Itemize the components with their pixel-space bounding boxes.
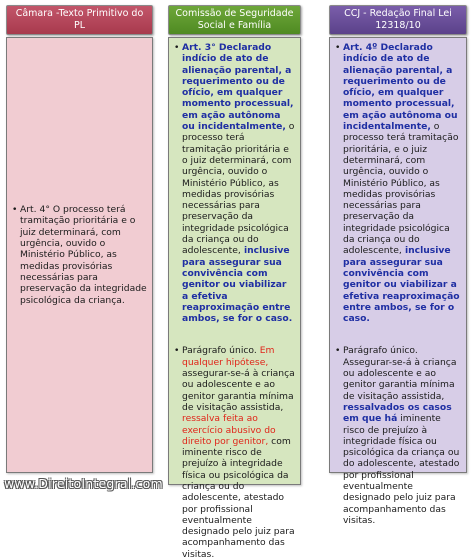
column-header-camara-line1: Câmara -Texto Primitivo do [15, 8, 144, 19]
column-header-comissao-line1: Comissão de Seguridade [175, 8, 294, 19]
column-header-camara [6, 5, 153, 35]
paragrafo-unico-comissao [174, 345, 295, 560]
paragrafo-c-comissao: com iminente risco de prejuízo à integridade física ou psicológica da criança ou do adolescente, atestado por profissional eventualmente designado pelo juiz para acompanhamento das visitas. [182, 435, 295, 560]
paragrafo-blue-ccj: ressalvados os casos em que há [343, 401, 452, 425]
paragrafo-unico-ccj [335, 345, 461, 526]
column-body-camara [6, 37, 153, 473]
paragrafo-c-ccj: iminente risco de prejuízo à integridade física ou psicológica da criança ou do adolescente, atestado por profissional eventualmente designado pelo juiz para acompanhamento das visitas. [343, 413, 460, 526]
paragrafo-b-comissao: assegurar-se-á à criança ou adolescente e ao genitor garantia mínima de visitação assistida, [182, 368, 295, 413]
article-text-comissao [174, 42, 295, 324]
article-bold2-comissao: inclusive para assegurar sua convivência com genitor ou viabilizar a efetiva reaproximação entre ambos, se for o caso. [182, 245, 293, 325]
column-body-comissao [168, 37, 301, 560]
article-bold-ccj: Art. 4º Declarado indício de ato de alienação parental, a requerimento ou de ofício, em qualquer momento processual, em ação autônoma ou incidentalmente, [343, 42, 458, 133]
paragrafo-red1-comissao: Em qualquer hipótese, [182, 345, 275, 368]
column-header-camara-line2: PL [73, 20, 85, 31]
paragrafo-unico-label-comissao: Parágrafo único. [182, 345, 257, 357]
article-text-camara: • Art. 4° O processo terá tramitação prioritária e o juiz determinará, com urgência, ouvido o Ministério Público, as medidas provisórias necessárias para preservação da integridade psicológica da criança. [12, 204, 147, 306]
paragrafo-a-ccj: Parágrafo único. Assegurar-se-á à criança ou adolescente e ao genitor garantia mínima de visitação assistida, [343, 345, 457, 402]
article-normal-ccj: o processo terá tramitação prioritária, e o juiz determinará, com urgência, ouvido o Ministério Público, as medidas provisórias necessárias para preservação da integridade psicológica da criança ou do adolescente, [343, 121, 459, 257]
column-header-comissao-line2: Social e Família [197, 20, 272, 31]
column-body-ccj [329, 37, 467, 526]
column-header-comissao [168, 5, 301, 35]
watermark-link[interactable]: www.DireitoIntegral.com [4, 476, 163, 491]
column-header-ccj [329, 5, 467, 35]
paragrafo-red2-comissao: ressalva feita ao exercício abusivo do direito por genitor, [182, 413, 276, 447]
article-text-ccj [335, 42, 461, 324]
article-bold2-ccj: inclusive para assegurar sua convivência com genitor ou viabilizar a efetiva reaproximação entre ambos, se for o caso. [343, 245, 460, 325]
article-bold-comissao: Art. 3° Declarado indício de ato de alienação parental, a requerimento ou de ofício, em qualquer momento processual, em ação autônoma ou incidentalmente, [182, 42, 294, 133]
column-header-ccj-line2: 12318/10 [375, 20, 421, 31]
column-header-ccj-line1: CCJ - Redação Final Lei [344, 8, 452, 19]
article-normal-comissao: o processo terá tramitação prioritária e o juiz determinará, com urgência, ouvido o Ministério Público, as medidas provisórias necessárias para preservação da integridade psicológica da criança ou do adolescente, [182, 121, 295, 257]
